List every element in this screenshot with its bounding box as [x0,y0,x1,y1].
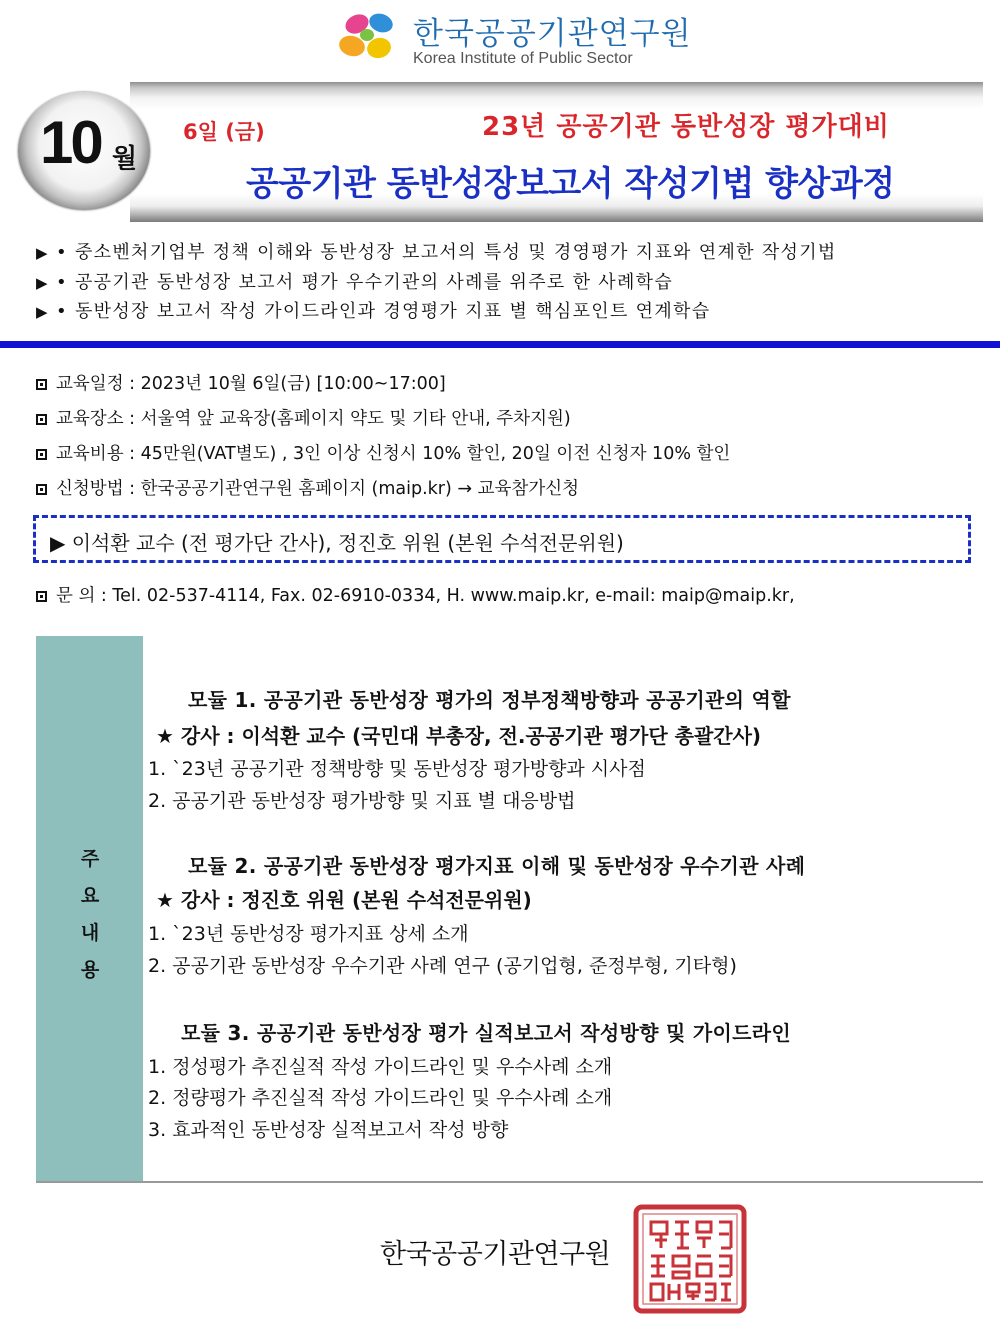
org-logo [335,6,692,70]
month-number: 10 [40,109,101,176]
info-schedule [36,370,730,405]
course-subtitle: 23년 공공기관 동반성장 평가대비 [482,112,890,142]
logo-org-name-en: Korea Institute of Public Sector [413,50,633,67]
square-bullet-icon [36,484,47,495]
module-1-item: 1. `23년 공공기관 정책방향 및 동반성장 평가방향과 시사점 [148,758,646,780]
instructor-line: ▶ 이석환 교수 (전 평가단 간사), 정진호 위원 (본원 수석전문위원) [50,531,624,555]
intro-item-text: • 동반성장 보고서 작성 가이드라인과 경영평가 지표 별 핵심포인트 연계학습 [56,301,711,322]
square-bullet-icon [36,449,47,460]
info-schedule-text: 교육일정 : 2023년 10월 6일(금) [10:00~17:00] [56,374,446,394]
info-fee-text: 교육비용 : 45만원(VAT별도) , 3인 이상 신청시 10% 할인, 20일 이전 신청자 10% 할인 [56,444,731,464]
content-side-column [36,636,143,1182]
footer-org-name: 한국공공기관연구원 [380,1239,611,1270]
intro-item [36,268,837,298]
module-3-item: 1. 정성평가 추진실적 작성 가이드라인 및 우수사례 소개 [148,1056,613,1078]
module-1-item: 2. 공공기관 동반성장 평가방향 및 지표 별 대응방법 [148,790,576,812]
module-2-lecturer: ★ 강사 : 정진호 위원 (본원 수석전문위원) [156,888,532,912]
month-unit: 월 [112,144,138,174]
square-bullet-icon [36,591,47,602]
company-seal-icon [633,1204,747,1314]
module-1-lecturer: ★ 강사 : 이석환 교수 (국민대 부총장, 전.공공기관 평가단 총괄간사) [156,724,762,748]
module-2-item: 1. `23년 동반성장 평가지표 상세 소개 [148,923,469,945]
content-table [36,636,983,1182]
module-3-title: 모듈 3. 공공기관 동반성장 평가 실적보고서 작성방향 및 가이드라인 [181,1021,791,1045]
intro-item-text: • 중소벤처기업부 정책 이해와 동반성장 보고서의 특성 및 경영평가 지표와 연계한 작성기법 [56,242,837,263]
section-divider [0,341,1000,348]
square-bullet-icon [36,414,47,425]
info-apply-text: 신청방법 : 한국공공기관연구원 홈페이지 (maip.kr) → 교육참가신청 [56,479,580,499]
module-2-title: 모듈 2. 공공기관 동반성장 평가지표 이해 및 동반성장 우수기관 사례 [188,854,806,878]
logo-org-name-ko: 한국공공기관연구원 [413,16,692,52]
day-label: 6일 (금) [183,120,265,144]
info-venue-text: 교육장소 : 서울역 앞 교육장(홈페이지 약도 및 기타 안내, 주차지원) [56,409,571,429]
square-bullet-icon [36,379,47,390]
contact-info [36,582,795,607]
intro-item [36,238,837,268]
module-1-title: 모듈 1. 공공기관 동반성장 평가의 정부정책방향과 공공기관의 역할 [188,688,791,712]
module-2-item: 2. 공공기관 동반성장 우수기관 사례 연구 (공기업형, 준정부형, 기타형) [148,955,737,977]
arrow-icon: ▶ [36,273,49,292]
intro-item-text: • 공공기관 동반성장 보고서 평가 우수기관의 사례를 위주로 한 사례학습 [56,271,674,293]
module-3-item: 3. 효과적인 동반성장 실적보고서 작성 방향 [148,1119,509,1141]
table-bottom-rule [36,1181,983,1183]
content-side-label: 주 요 내 용 [80,848,100,981]
info-fee [36,440,730,475]
course-info-list [36,370,730,510]
module-3-item: 2. 정량평가 추진실적 작성 가이드라인 및 우수사례 소개 [148,1087,613,1109]
arrow-icon: ▶ [36,244,49,262]
info-apply [36,475,730,510]
intro-list [36,238,837,327]
intro-item [36,297,837,327]
arrow-icon: ▶ [36,303,49,321]
course-title: 공공기관 동반성장보고서 작성기법 향상과정 [246,164,895,204]
contact-text: 문 의 : Tel. 02-537-4114, Fax. 02-6910-0334, H. www.maip.kr, e-mail: maip@maip.kr, [56,586,795,606]
info-venue [36,405,730,440]
logo-petals-icon [335,10,405,66]
